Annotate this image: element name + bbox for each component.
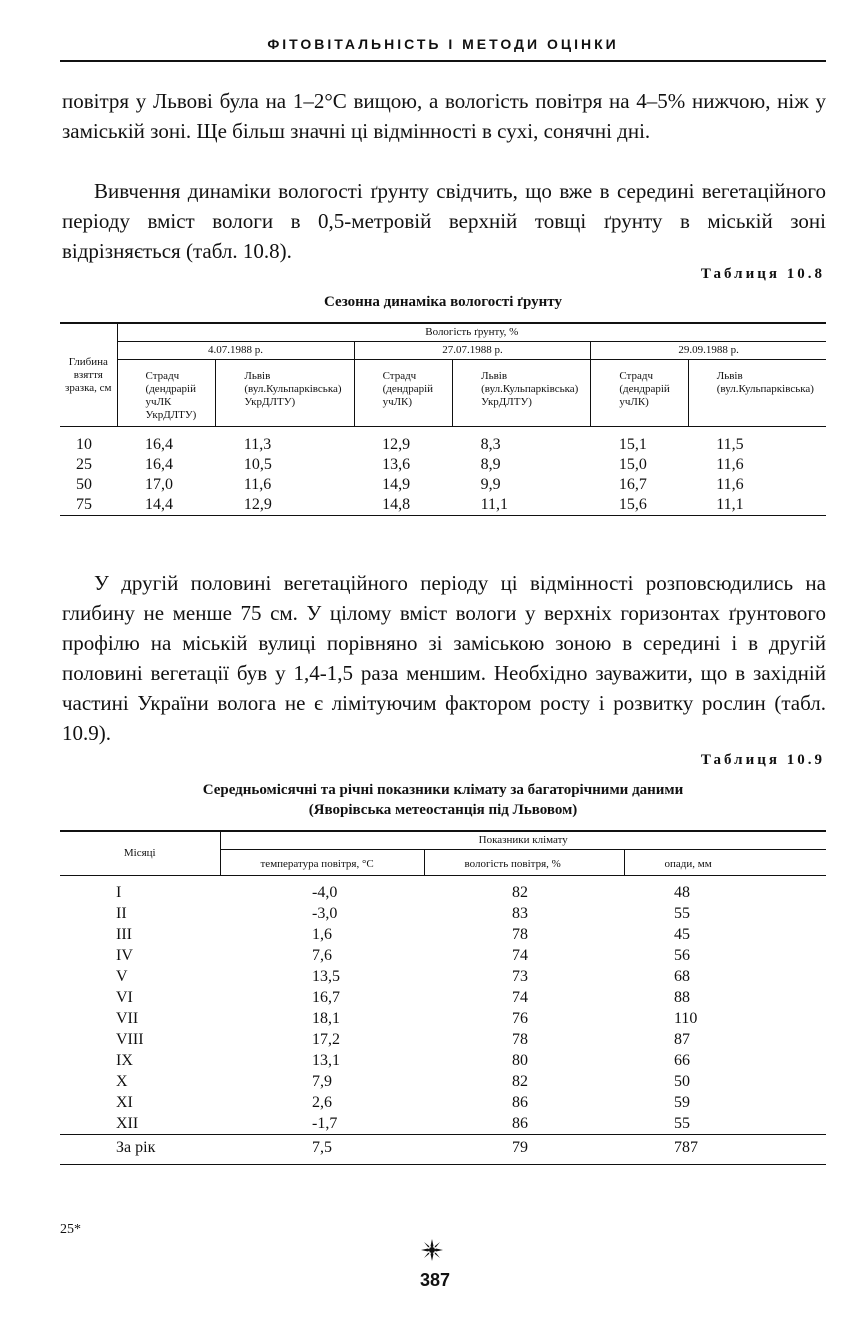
table-row bbox=[60, 475, 826, 495]
table-cell: 50 bbox=[76, 476, 92, 493]
table-cell: -1,7 bbox=[312, 1115, 338, 1132]
table-row bbox=[60, 966, 826, 987]
table-cell: 1,6 bbox=[312, 926, 332, 943]
table-row bbox=[60, 945, 826, 966]
table-cell: 787 bbox=[624, 1135, 826, 1165]
table-cell: 10 bbox=[76, 436, 92, 453]
table-cell: 13,1 bbox=[312, 1052, 340, 1069]
table-cell: 12,9 bbox=[216, 495, 354, 516]
table-cell: 86 bbox=[512, 1115, 528, 1132]
table-cell: 25 bbox=[76, 456, 92, 473]
table-cell: 45 bbox=[674, 926, 690, 943]
table-cell: 13,5 bbox=[312, 968, 340, 985]
table-cell: 16,7 bbox=[312, 989, 340, 1006]
table-10-9-title-line-1: Середньомісячні та річні показники клімату за багаторічними даними bbox=[202, 782, 684, 798]
table-cell: -4,0 bbox=[312, 884, 338, 901]
table-cell: X bbox=[116, 1073, 128, 1090]
table-cell: 9,9 bbox=[480, 476, 501, 493]
table-cell: 73 bbox=[512, 968, 528, 985]
temperature-header: температура повітря, °С bbox=[220, 850, 424, 876]
table-cell: 55 bbox=[674, 905, 690, 922]
table-10-8-caption: Таблиця 10.8 bbox=[700, 266, 825, 282]
table-cell: 17,2 bbox=[312, 1031, 340, 1048]
table-row bbox=[60, 1071, 826, 1092]
table-10-8 bbox=[60, 322, 826, 516]
table-cell: 55 bbox=[674, 1115, 690, 1132]
table-cell: 16,4 bbox=[145, 436, 174, 453]
subcolumn-header: Страдч (дендрарій учЛК УкрДЛТУ) bbox=[117, 360, 216, 427]
subcolumn-header: Львів (вул.Кульпарківська) УкрДЛТУ) bbox=[216, 360, 354, 427]
table-cell: 16,4 bbox=[145, 456, 174, 473]
table-cell: 13,6 bbox=[382, 456, 411, 473]
table-row bbox=[60, 924, 826, 945]
table-row bbox=[60, 1008, 826, 1029]
moisture-header: Вологість ґрунту, % bbox=[117, 323, 826, 342]
table-cell: 78 bbox=[512, 1031, 528, 1048]
table-cell: 7,9 bbox=[312, 1073, 332, 1090]
table-row bbox=[60, 1113, 826, 1135]
subcolumn-header: Страдч (дендрарій учЛК) bbox=[354, 360, 453, 427]
paragraph-2: Вивчення динаміки вологості ґрунту свідчить, що вже в середині вегетаційного періоду вміст вологи в 0,5-метровій верхній товщі ґрунту в міській зоні відрізняється (табл. 10.8). bbox=[62, 179, 826, 263]
table-cell: 110 bbox=[674, 1010, 698, 1027]
table-cell: 8,9 bbox=[480, 456, 501, 473]
table-cell: 87 bbox=[674, 1031, 690, 1048]
table-row bbox=[60, 1092, 826, 1113]
table-cell: 59 bbox=[674, 1094, 690, 1111]
signature-mark: 25* bbox=[60, 1222, 81, 1237]
table-cell: 82 bbox=[512, 884, 528, 901]
table-cell: 48 bbox=[674, 884, 690, 901]
table-cell: 11,6 bbox=[243, 476, 272, 493]
table-cell: 78 bbox=[512, 926, 528, 943]
table-cell: 7,6 bbox=[312, 947, 332, 964]
table-cell: VII bbox=[116, 1010, 139, 1027]
table-cell: 10,5 bbox=[243, 456, 272, 473]
depth-header: Глибина взяття зразка, см bbox=[60, 323, 117, 427]
table-row bbox=[60, 876, 826, 904]
table-cell: 11,5 bbox=[716, 436, 744, 453]
table-cell: 18,1 bbox=[312, 1010, 340, 1027]
table-cell: VI bbox=[116, 989, 133, 1006]
table-cell: 86 bbox=[512, 1094, 528, 1111]
table-cell: 66 bbox=[674, 1052, 690, 1069]
table-cell: 15,1 bbox=[618, 436, 647, 453]
table-cell: I bbox=[116, 884, 122, 901]
table-cell: 11,3 bbox=[243, 436, 272, 453]
precipitation-header: опади, мм bbox=[624, 850, 826, 876]
table-cell: 50 bbox=[674, 1073, 690, 1090]
table-cell: 88 bbox=[674, 989, 690, 1006]
paragraph-3: У другій половині вегетаційного періоду ці відмінності розповсюдились на глибину не менше 75 см. У цілому вміст вологи у верхніх горизонтах ґрунтового профілю на міській вулиці порівняно зі заміською зоною в середині і в другій половині вегетації був у 1,4-1,5 раза меншим. Необхідно зауважити, що в західній частині України волога не є лімітуючим фактором росту і розвитку рослин (табл. 10.9). bbox=[62, 571, 826, 745]
table-cell: 14,4 bbox=[117, 495, 216, 516]
table-cell: 12,9 bbox=[382, 436, 411, 453]
table-row bbox=[60, 455, 826, 475]
table-cell: 80 bbox=[512, 1052, 528, 1069]
table-row bbox=[60, 1050, 826, 1071]
table-row bbox=[60, 987, 826, 1008]
table-cell: 14,9 bbox=[382, 476, 411, 493]
table-cell: 14,8 bbox=[354, 495, 453, 516]
table-cell: XI bbox=[116, 1094, 133, 1111]
months-header: Місяці bbox=[60, 831, 220, 876]
table-10-9-title-line-2: (Яворівська метеостанція під Львовом) bbox=[308, 802, 578, 818]
table-cell: 8,3 bbox=[480, 436, 501, 453]
table-row bbox=[60, 903, 826, 924]
running-title: ФІТОВІТАЛЬНІСТЬ І МЕТОДИ ОЦІНКИ bbox=[267, 36, 619, 52]
header-rule bbox=[60, 60, 826, 62]
table-10-9-title bbox=[60, 780, 826, 820]
date-header: 29.09.1988 р. bbox=[591, 342, 826, 360]
table-cell: 16,7 bbox=[618, 476, 647, 493]
table-cell: 11,6 bbox=[716, 456, 744, 473]
table-cell: 82 bbox=[512, 1073, 528, 1090]
table-10-9-caption: Таблиця 10.9 bbox=[700, 752, 825, 768]
table-cell: -3,0 bbox=[312, 905, 338, 922]
table-cell: 11,6 bbox=[716, 476, 744, 493]
table-cell: IV bbox=[116, 947, 133, 964]
climate-header: Показники клімату bbox=[220, 831, 826, 850]
table-cell: III bbox=[116, 926, 132, 943]
table-cell: 56 bbox=[674, 947, 690, 964]
table-10-9 bbox=[60, 830, 826, 1165]
subcolumn-header: Львів (вул.Кульпарківська) УкрДЛТУ) bbox=[453, 360, 591, 427]
table-cell: 75 bbox=[60, 495, 117, 516]
table-cell: XII bbox=[116, 1115, 139, 1132]
table-cell: За рік bbox=[60, 1135, 220, 1165]
table-cell: 74 bbox=[512, 989, 528, 1006]
humidity-header: вологість повітря, % bbox=[424, 850, 624, 876]
table-cell: 79 bbox=[424, 1135, 624, 1165]
table-10-8-title: Сезонна динаміка вологості ґрунту bbox=[324, 294, 562, 310]
table-cell: 74 bbox=[512, 947, 528, 964]
table-row bbox=[60, 427, 826, 456]
subcolumn-header: Львів (вул.Кульпарківська) bbox=[688, 360, 826, 427]
table-cell: II bbox=[116, 905, 127, 922]
table-cell: 17,0 bbox=[145, 476, 174, 493]
table-cell: 11,1 bbox=[688, 495, 826, 516]
table-cell: 2,6 bbox=[312, 1094, 332, 1111]
table-cell: 7,5 bbox=[220, 1135, 424, 1165]
table-cell: 15,6 bbox=[591, 495, 688, 516]
table-cell: VIII bbox=[116, 1031, 144, 1048]
date-header: 4.07.1988 р. bbox=[117, 342, 354, 360]
subcolumn-header: Страдч (дендрарій учЛК) bbox=[591, 360, 688, 427]
table-cell: 15,0 bbox=[618, 456, 647, 473]
table-cell: IX bbox=[116, 1052, 133, 1069]
table-cell: 76 bbox=[512, 1010, 528, 1027]
page-number: 387 bbox=[419, 1270, 451, 1290]
table-cell: 68 bbox=[674, 968, 690, 985]
table-row bbox=[60, 495, 826, 516]
table-cell: 83 bbox=[512, 905, 528, 922]
table-cell: V bbox=[116, 968, 128, 985]
flower-ornament-icon bbox=[420, 1238, 444, 1262]
table-row bbox=[60, 1029, 826, 1050]
paragraph-1: повітря у Львові була на 1–2°С вищою, а вологість повітря на 4–5% нижчою, ніж у заміській зоні. Ще більш значні ці відмінності в сухі, сонячні дні. bbox=[62, 89, 826, 143]
table-cell: 11,1 bbox=[453, 495, 591, 516]
total-row bbox=[60, 1135, 826, 1165]
date-header: 27.07.1988 р. bbox=[354, 342, 591, 360]
